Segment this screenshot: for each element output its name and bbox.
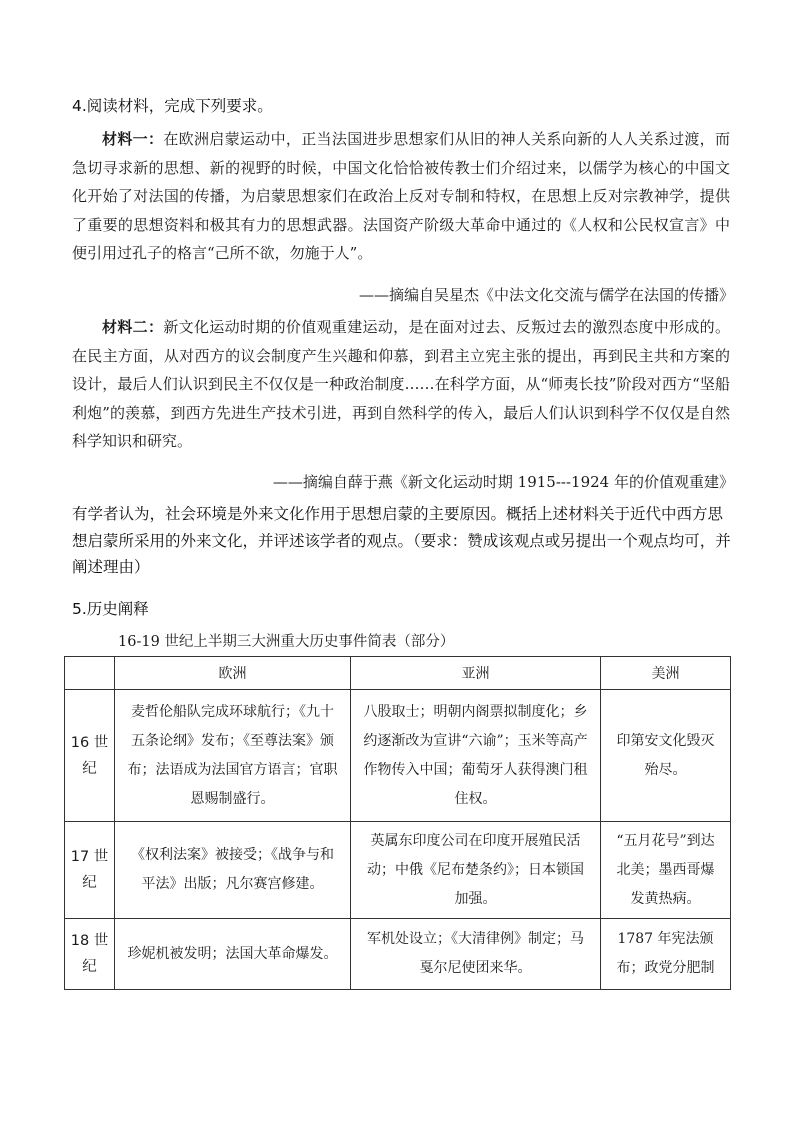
material-1-text: 在欧洲启蒙运动中，正当法国进步思想家们从旧的神人关系向新的人人关系过渡，而急切寻求新的思想、新的视野的时候，中国文化恰恰被传教士们介绍过来，以儒学为核心的中国文化开始了对法国的传播，为启蒙思想家们在政治上反对专制和特权，在思想上反对宗教神学，提供了重要的思想资料和极其有力的思想武器。法国资产阶级大革命中通过的《人权和公民权宣言》中便引用过孔子的格言“己所不欲，勿施于人”。 — [72, 130, 730, 262]
cell-europe: 珍妮机被发明；法国大革命爆发。 — [115, 919, 351, 990]
material-1-label: 材料一： — [102, 130, 164, 148]
cell-asia: 英属东印度公司在印度开展殖民活动；中俄《尼布楚条约》；日本锁国加强。 — [351, 822, 601, 919]
cell-asia: 八股取士；明朝内阁票拟制度化；乡约逐渐改为宣讲“六谕”；玉米等高产作物传入中国；葡萄牙人获得澳门租住权。 — [351, 690, 601, 822]
material-2-label: 材料二： — [102, 318, 164, 336]
cell-america: “五月花号”到达北美；墨西哥爆发黄热病。 — [601, 822, 731, 919]
table-header-row — [65, 657, 731, 690]
row-century: 17 世纪 — [65, 822, 115, 919]
material-2-source: ——摘编自薛于燕《新文化运动时期 1915---1924 年的价值观重建》 — [272, 473, 734, 491]
material-2-paragraph — [72, 313, 730, 456]
row-century: 18 世纪 — [65, 919, 115, 990]
cell-america: 1787 年宪法颁布；政党分肥制 — [601, 919, 731, 990]
table-caption: 16-19 世纪上半期三大洲重大历史事件简表（部分） — [118, 634, 455, 650]
row-century: 16 世纪 — [65, 690, 115, 822]
history-events-table — [64, 656, 731, 990]
header-corner — [65, 657, 115, 690]
question-4-heading: 4.阅读材料，完成下列要求。 — [72, 97, 273, 115]
question-4-prompt: 有学者认为，社会环境是外来文化作用于思想启蒙的主要原因。概括上述材料关于近代中西方思想启蒙所采用的外来文化，并评述该学者的观点。（要求：赞成该观点或另提出一个观点均可，并阐述理由） — [72, 505, 731, 576]
table-row — [65, 822, 731, 919]
cell-asia: 军机处设立；《大清律例》制定；马戛尔尼使团来华。 — [351, 919, 601, 990]
material-1-source: ——摘编自吴星杰《中法文化交流与儒学在法国的传播》 — [358, 286, 734, 304]
header-america: 美洲 — [601, 657, 731, 690]
question-5-heading: 5.历史阐释 — [72, 600, 149, 618]
header-europe: 欧洲 — [115, 657, 351, 690]
table-row — [65, 690, 731, 822]
table-row — [65, 919, 731, 990]
cell-europe: 麦哲伦船队完成环球航行；《九十五条论纲》发布；《至尊法案》颁布；法语成为法国官方语言；官职恩赐制盛行。 — [115, 690, 351, 822]
cell-europe: 《权利法案》被接受；《战争与和平法》出版；凡尔赛宫修建。 — [115, 822, 351, 919]
header-asia: 亚洲 — [351, 657, 601, 690]
material-2-text: 新文化运动时期的价值观重建运动，是在面对过去、反叛过去的激烈态度中形成的。在民主方面，从对西方的议会制度产生兴趣和仰慕，到君主立宪主张的提出，再到民主共和方案的设计，最后人们认识到民主不仅仅是一种政治制度……在科学方面，从“师夷长技”阶段对西方“坚船利炮”的羡慕，到西方先进生产技术引进，再到自然科学的传入，最后人们认识到科学不仅仅是自然科学知识和研究。 — [72, 318, 730, 450]
material-1-paragraph — [72, 125, 730, 268]
cell-america: 印第安文化毁灭殆尽。 — [601, 690, 731, 822]
